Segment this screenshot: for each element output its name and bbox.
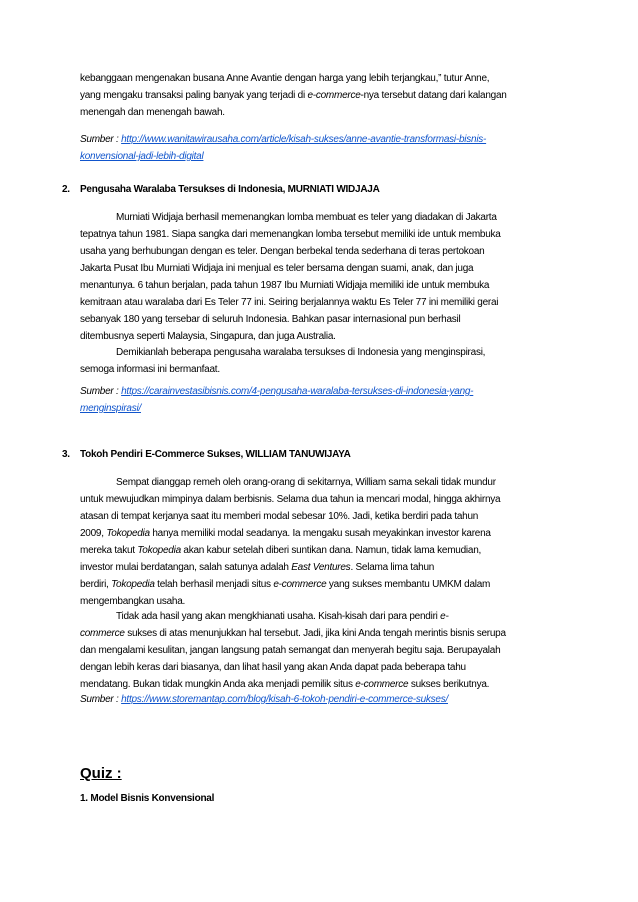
section-2-paragraph-1: [80, 209, 564, 345]
text-fragment: sukses di atas menunjukkan hal tersebut. Jadi, jika kini Anda tengah merintis bisnis serupa: [124, 628, 506, 639]
source-link-2[interactable]: https://carainvestasibisnis.com/4-pengusaha-waralaba-tersukses-di-indonesia-yang- menginspirasi/: [80, 386, 474, 414]
section-number: 2.: [62, 184, 70, 195]
emphasis: Tokopedia: [106, 528, 150, 539]
text-fragment: telah berhasil menjadi situs: [154, 579, 274, 590]
emphasis: e-commerce: [273, 579, 327, 590]
emphasis: e-: [440, 611, 449, 622]
text-line: -nya tersebut datang dari kalangan: [360, 90, 507, 101]
source-label: Sumber :: [80, 386, 122, 397]
text-fragment: hanya memiliki modal seadanya. Ia mengaku susah meyakinkan investor karena: [149, 528, 491, 539]
emphasis: e-commerce: [307, 90, 361, 101]
text-line: untuk mewujudkan mimpinya dalam berbisnis. Selama dua tahun ia mencari modal, hingga akhirnya: [80, 494, 501, 505]
emphasis: e-commerce: [355, 679, 409, 690]
text-line: Demikianlah beberapa pengusaha waralaba tersukses di Indonesia yang menginspirasi,: [116, 347, 486, 358]
text-fragment: sukses berikutnya.: [408, 679, 490, 690]
text-line: Murniati Widjaja berhasil memenangkan lomba membuat es teler yang diadakan di Jakarta: [116, 212, 497, 223]
section-number: 3.: [62, 449, 70, 460]
source-label: Sumber :: [80, 134, 122, 145]
text-line: atasan di tempat kerjanya saat itu memberi modal sebesar 10%. Jadi, ketika berdiri pada tahun: [80, 511, 479, 522]
text-line: usaha yang berhubungan dengan es teler. Dengan berbekal tenda sederhana di teras pertokoan: [80, 246, 485, 257]
emphasis: Tokopedia: [111, 579, 155, 590]
text-line: menengah dan menengah bawah.: [80, 107, 225, 118]
text-line: menantunya. 6 tahun berjalan, pada tahun 1987 Ibu Murniati Widjaja memiliki ide untuk membuka: [80, 280, 490, 291]
section-3-paragraph-2: [80, 608, 564, 693]
source-citation-2: [80, 383, 564, 417]
text-line: kemitraan atau waralaba dari Es Teler 77 ini. Seiring berjalannya waktu Es Teler 77 ini memiliki gerai: [80, 297, 499, 308]
text-line: dengan lebih keras dari biasanya, dan lihat hasil yang akan Anda dapat pada beberapa tahu: [80, 662, 466, 673]
text-line: ditembusnya seperti Malaysia, Singapura, dan juga Australia.: [80, 331, 336, 342]
text-line: sebanyak 180 yang tersebar di seluruh Indonesia. Bahkan pasar internasional pun berhasil: [80, 314, 461, 325]
quiz-title: Quiz :: [80, 765, 122, 782]
section-2-paragraph-2: [80, 344, 564, 378]
emphasis: Tokopedia: [137, 545, 181, 556]
text-line: Jakarta Pusat Ibu Murniati Widjaja ini menjual es teler bersama dengan suami, anak, dan juga: [80, 263, 474, 274]
source-link-1[interactable]: http://www.wanitawirausaha.com/article/kisah-sukses/anne-avantie-transformasi-bisnis- konvensional-jadi-lebih-digital: [80, 134, 487, 162]
text-line: dan mengalami kesulitan, jangan langsung patah semangat dan menyerah begitu saja. Berupayalah: [80, 645, 501, 656]
section-3-paragraph-1: [80, 474, 564, 610]
source-citation-3: [80, 691, 564, 708]
section-title: Pengusaha Waralaba Tersukses di Indonesia, MURNIATI WIDJAJA: [80, 184, 380, 195]
section-title: Tokoh Pendiri E-Commerce Sukses, WILLIAM TANUWIJAYA: [80, 449, 351, 460]
text-fragment: investor mulai berdatangan, salah satunya adalah: [80, 562, 292, 573]
text-fragment: akan kabur setelah diberi suntikan dana. Namun, tidak lama kemudian,: [180, 545, 482, 556]
source-link-3[interactable]: https://www.storemantap.com/blog/kisah-6-tokoh-pendiri-e-commerce-sukses/: [121, 694, 448, 705]
text-fragment: yang sukses membantu UMKM dalam: [326, 579, 491, 590]
text-fragment: mereka takut: [80, 545, 138, 556]
emphasis: commerce: [80, 628, 125, 639]
text-line: tepatnya tahun 1981. Siapa sangka dari memenangkan lomba tersebut memiliki ide untuk membuka: [80, 229, 501, 240]
continued-paragraph: [80, 70, 564, 121]
text-line: Sempat dianggap remeh oleh orang-orang di sekitarnya, William sama sekali tidak mundur: [116, 477, 496, 488]
text-fragment: 2009,: [80, 528, 107, 539]
source-citation-1: [80, 131, 564, 165]
text-fragment: berdiri,: [80, 579, 112, 590]
text-line: mengembangkan usaha.: [80, 596, 186, 607]
source-label: Sumber :: [80, 694, 122, 705]
text-fragment: Tidak ada hasil yang akan mengkhianati usaha. Kisah-kisah dari para pendiri: [116, 611, 441, 622]
text-line: semoga informasi ini bermanfaat.: [80, 364, 220, 375]
text-fragment: . Selama lima tahun: [350, 562, 435, 573]
section-3-heading: [62, 448, 562, 462]
section-2-heading: [62, 183, 562, 197]
quiz-item-1: 1. Model Bisnis Konvensional: [80, 793, 215, 804]
text-line: yang mengaku transaksi paling banyak yang terjadi di: [80, 90, 308, 101]
text-line: kebanggaan mengenakan busana Anne Avantie dengan harga yang lebih terjangkau,” tutur Anne,: [80, 73, 490, 84]
text-fragment: mendatang. Bukan tidak mungkin Anda aka menjadi pemilik situs: [80, 679, 356, 690]
emphasis: East Ventures: [291, 562, 351, 573]
